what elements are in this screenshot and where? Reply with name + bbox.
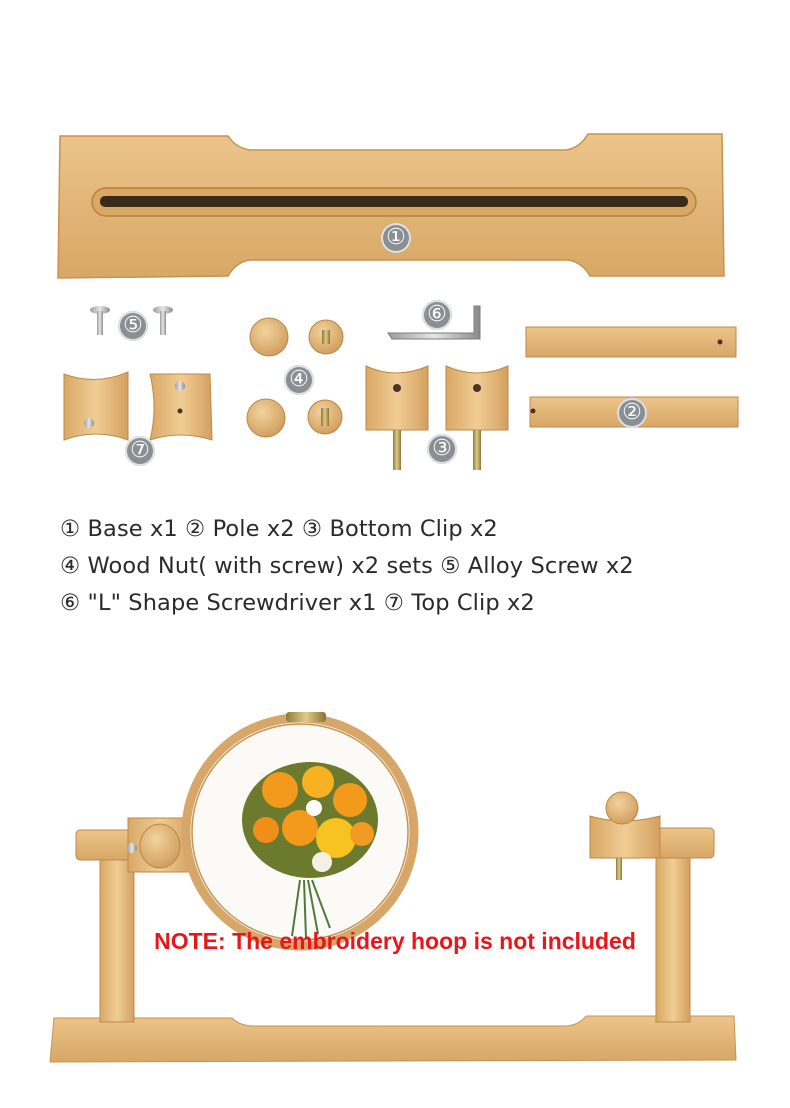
badge-7: ⑦ — [125, 436, 155, 466]
hoop-not-included-note: NOTE: The embroidery hoop is not included — [154, 928, 636, 954]
badge-6: ⑥ — [422, 300, 452, 330]
badge-4: ④ — [284, 365, 314, 395]
badge-5: ⑤ — [118, 311, 148, 341]
legend-line-2: ④ Wood Nut( with screw) x2 sets ⑤ Alloy Screw x2 — [60, 553, 634, 579]
legend-line-3: ⑥ "L" Shape Screwdriver x1 ⑦ Top Clip x2 — [60, 590, 535, 616]
embroidery-hoop — [186, 712, 414, 946]
badge-3: ③ — [427, 434, 457, 464]
top-clips — [64, 372, 212, 440]
base-board — [58, 134, 724, 278]
legend-line-1: ① Base x1 ② Pole x2 ③ Bottom Clip x2 — [60, 516, 498, 542]
badge-2: ② — [617, 398, 647, 428]
badge-1: ① — [381, 223, 411, 253]
